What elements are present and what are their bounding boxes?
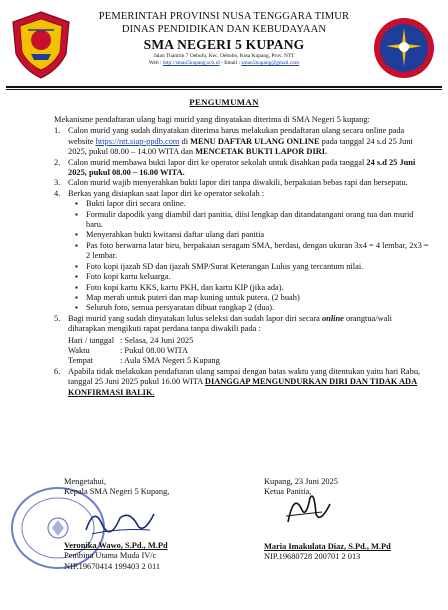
step-1-menu: MENU DAFTAR ULANG ONLINE bbox=[190, 136, 320, 146]
government-line: PEMERINTAH PROVINSI NUSA TENGGARA TIMUR bbox=[98, 11, 350, 22]
schedule-value: : Pukul 08.00 WITA bbox=[120, 345, 189, 355]
step-1-print: MENCETAK BUKTI LAPOR DIRI. bbox=[195, 147, 328, 157]
meeting-schedule bbox=[68, 336, 430, 367]
schedule-label: Tempat bbox=[68, 356, 93, 366]
ppdb-link[interactable]: https://ntt.siap-ppdb.com bbox=[95, 136, 180, 146]
committee-signature bbox=[278, 488, 338, 528]
place-date: Kupang, 23 Juni 2025 bbox=[264, 477, 338, 486]
letterhead bbox=[74, 10, 374, 67]
committee-chair-name: Maria Imakulata Diaz, S.Pd., M.Pd bbox=[264, 541, 391, 551]
step-1 bbox=[50, 126, 430, 157]
step-5-text-b: orangtua/wali diharapkan mengikuti rapat perdana tanpa diwakili pada : bbox=[68, 313, 392, 334]
principal-rank: Pembina Utama Muda IV/c bbox=[64, 551, 157, 561]
step-6 bbox=[50, 367, 430, 398]
step-number: 2. bbox=[54, 157, 61, 167]
document-item: ▪ Formulir dapodik yang diambil dari panitia, diisi lengkap dan ditandatangani orang tua dan murid baru. bbox=[68, 210, 430, 231]
email-label: - Email : bbox=[219, 60, 242, 66]
step-2 bbox=[50, 158, 430, 179]
step-2-date: 24 s.d 25 Juni 2025, pukul 08.00 – 16.00 WITA. bbox=[68, 157, 416, 178]
notice-body bbox=[50, 115, 430, 398]
step-3-text: Calon murid wajib menyerahkan bukti lapor diri tanpa diwakili, berpakaian bebas rapi dan bersepatu. bbox=[68, 178, 408, 188]
documents-list bbox=[68, 199, 430, 313]
notice-title: PENGUMUMAN bbox=[189, 97, 259, 107]
acknowledged-label: Mengetahui, bbox=[64, 477, 107, 486]
school-emblem-logo bbox=[372, 16, 436, 80]
principal-name: Veronika Wawo, S.Pd., M.Pd bbox=[64, 540, 168, 550]
step-4 bbox=[50, 189, 430, 314]
step-number: 1. bbox=[54, 126, 61, 136]
principal-nip: NIP.19670414 199403 2 011 bbox=[64, 561, 161, 571]
step-5-online: online bbox=[321, 313, 344, 323]
letterhead-rule-thick bbox=[6, 86, 442, 88]
step-1-text-b: di bbox=[179, 136, 191, 146]
document-item: ▪ Foto kopi kartu KKS, kartu PKH, dan kartu KIP (jika ada). bbox=[68, 283, 430, 293]
intro-text: Mekanisme pendaftaran ulang bagi murid yang dinyatakan diterima di SMA Negeri 5 kupang: bbox=[54, 115, 370, 124]
document-item: ▪ Pas foto berwarna latar biru, berpakaian seragam SMA, berdasi, dengan ukuran 3x4 = 4 lembar, 2x3 = 2 lembar. bbox=[68, 241, 430, 262]
schedule-label: Hari / tanggal bbox=[68, 335, 115, 345]
document-item: ▪ Map merah untuk puteri dan map kuning untuk putera. (2 buah) bbox=[68, 293, 430, 303]
schedule-value: : Selasa, 24 Juni 2025 bbox=[120, 335, 194, 345]
website-link[interactable]: http://sman5kupang.sch.id bbox=[162, 60, 220, 66]
step-5-text: Bagi murid yang sudah dinyatakan lulus seleksi dan sudah lapor diri secara bbox=[68, 313, 322, 323]
committee-chair-nip: NIP.19680728 200701 2 013 bbox=[264, 552, 361, 562]
province-emblem-logo bbox=[8, 10, 74, 80]
document-item: ▪ Menyerahkan bukti kwitansi daftar ulang dari panitia bbox=[68, 230, 430, 240]
web-label: Web : bbox=[148, 60, 163, 66]
step-number: 3. bbox=[54, 178, 61, 188]
schedule-value: : Aula SMA Negeri 5 Kupang bbox=[120, 356, 220, 366]
document-item: ▪ Bukti lapor diri secara online. bbox=[68, 199, 430, 209]
school-address: Jalan Thamrin 7 Oebufu, Kec. Oebobo, Kota Kupang, Prov. NTT bbox=[153, 53, 295, 59]
step-number: 4. bbox=[54, 188, 61, 198]
email-link[interactable]: sman5kupang@gmail.com bbox=[241, 60, 300, 66]
step-5 bbox=[50, 314, 430, 367]
step-6-text: Apabila tidak melakukan pendaftaran ulang sampai dengan batas waktu yang ditentukan yaitu hari Rabu, tanggal 25 Juni 2025 pukul 16.00 WITA bbox=[68, 366, 421, 387]
principal-signature bbox=[80, 500, 160, 540]
step-number: 6. bbox=[54, 366, 61, 376]
step-3 bbox=[50, 178, 430, 188]
step-4-text: Berkas yang disiapkan saat lapor diri ke operator sekolah : bbox=[68, 188, 265, 198]
step-number: 5. bbox=[54, 313, 61, 323]
principal-title: Kepala SMA Negeri 5 Kupang, bbox=[64, 487, 170, 497]
department-line: DINAS PENDIDIKAN DAN KEBUDAYAAN bbox=[121, 24, 327, 35]
step-2-text: Calon murid membawa bukti lapor diri ke operator sekolah untuk disahkan pada tanggal bbox=[68, 157, 367, 167]
step-6-warning: DIANGGAP MENGUNDURKAN DIRI DAN TIDAK ADA KONFIRMASI BALIK. bbox=[68, 377, 418, 397]
document-item: ▪ Foto kopi kartu keluarga. bbox=[68, 272, 430, 282]
document-item: ▪ Foto kopi ijazah SD dan ijazah SMP/Surat Keterangan Lulus yang tercantum nilai. bbox=[68, 262, 430, 272]
committee-title: Ketua Panitia, bbox=[264, 487, 312, 497]
letterhead-rule-thin bbox=[6, 89, 442, 90]
steps-list bbox=[50, 126, 430, 398]
school-name: SMA NEGERI 5 KUPANG bbox=[143, 37, 305, 52]
document-item: ▪ Seluruh foto, semua persyaratan dibuat rangkap 2 (dua). bbox=[68, 303, 430, 313]
contact-line bbox=[74, 60, 374, 67]
step-1-text-c: pada tanggal 24 s.d 25 Juni 2025, pukul 08.00 – 14.00 WITA dan bbox=[68, 136, 413, 157]
schedule-label: Waktu bbox=[68, 345, 90, 355]
step-1-text: Calon murid yang sudah dinyatakan diterima harus melakukan pendaftaran ulang secara online pada website bbox=[68, 126, 405, 146]
